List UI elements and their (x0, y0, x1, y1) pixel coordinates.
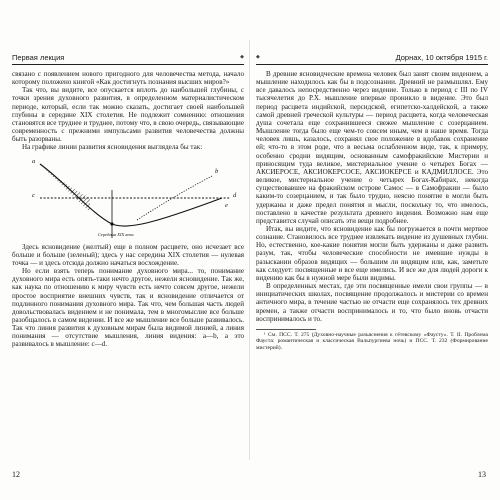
paragraph: Итак, вы видите, что ясновидение как бы погружается в почти мертвое сознание. Становилось все труднее извлекать видение из душевных глубин. Но, естественно, кое-какие понятия могли быть удержаны и даже развить разум, так, чтобы человеческие способности не имевшие нужды в разыскании образов видящих — большим ли видящим или, как, заметьте как следует: посвященные и все еще имелись. И все же для людей дороги к видению как бы в нужной мере были видимы. (256, 224, 488, 282)
graph-svg (12, 154, 244, 240)
running-head-right (256, 52, 488, 65)
left-page (12, 52, 244, 452)
curve-clairvoyance (40, 164, 222, 226)
paragraph: связано с появлением нового пригодного для человечества метода, начало которому положено книгой «Как достигнуть познания высших миров?» (12, 70, 244, 87)
label-b: b (215, 167, 219, 175)
paragraph: Но если взять теперь понимание духовного мира... то, понимание духовного мира есть опять-таки нечто другое, нежели ясновидение. Так же, как наука по отношению к миру чувств есть нечто совсем другое, нежели простое восприятие внешних чувств, так и ясновидение отличается от подлинного понимания духовного мира. Так что, чем большая часть людей довольствовалась видением и не понимала, тем в многомыслие все больше разобщалось в самом видении. И все же мышление все больше развивалось. Так что линия развития к духовным мирам была видимой линией, а линия понимания — отсутствие мышления, линия видения: a—b, а это развивалось в мышление: c—d. (12, 267, 244, 349)
label-c: c (32, 191, 35, 199)
page-number-right: 13 (478, 470, 486, 479)
graph-caption: Середина XIX века (98, 231, 134, 237)
clairvoyance-graph (12, 154, 244, 240)
hatched-area (40, 166, 90, 212)
ornament-icon: ◆ (256, 54, 260, 60)
label-d: d (233, 191, 237, 199)
gutter (249, 40, 250, 460)
footnote: ¹ См. ПСС. Т. 275 (Духовно-научные разъяснения к гётевскому «Фаусту». Т. II. Проблема Фауста: романтическая и классическая Вальпургиева ночь) и ПСС. Т. 232 (Формирование мистерий). (256, 331, 488, 351)
ornament-icon: ◆ (240, 54, 244, 60)
left-body (12, 70, 244, 349)
right-body (256, 70, 488, 351)
zero-point (110, 222, 113, 225)
paragraph: Здесь ясновидение (желтый) еще в полном расцвете, оно исчезает все больше и больше (зеленый); здесь у нас середина XIX столетия — нулевая точка — и здесь отсюда должно начаться восхождение. (12, 242, 244, 267)
running-head-title: Дорнах, 10 октября 1915 г. (395, 53, 488, 62)
page-number-left: 12 (12, 470, 20, 479)
footnote-rule (256, 329, 316, 330)
footnotes (256, 332, 488, 352)
label-a: a (32, 157, 36, 165)
paragraph: В древние ясновидческие времена человек был занят своим видением, а мышление находилось как бы в подсознании. Древний не размышлял. Ему все давалось непосредственно через видение. Только в период с III по IV тысячелетия до Р.Х. мышление впервые проникло в видение. Это был период расцвета индийской, персидской, египетско-халдейской, а также самой древней греческой культуры — период расцвета, когда человеческая душа сочетала еще сохранившееся свежее мышление с созерцанием. Мышление тогда было еще чем-то совсем иным, чем в наше время. Тогда человек лишь, казалось, сохранял свое положение в вдобавок сохранение ей; что-то в этом роде, что в весьма ослабленном виде, так, к примеру, особенно сродни видящим, основанным самофракийские Мистерии и приносящим туда великое, мистериальное учение о четырех Богах — АКСИЕРОСЕ, АКСИОКЕРСОСЕ, АКСИОКЕРСЕ и КАДМИЛЛОСЕ. Это великое, мистериальное учение о четырех Богах-Кабирах, некогда существовавшее на фракийском острове Самос — в Самофракии — было каким-то созерцанием, и так было трудно, неясно понятие в могли быть удержаны и даже предел понятия и мысли, поскольку то, что имелось, поставлено в качестве результата древнего видения. Возможно нам еще представится случай описать эти вещи подробнее. (256, 70, 488, 225)
paragraph: На графике линии развития ясновидения выглядела бы так: (22, 143, 203, 152)
paragraph: В определенных местах, где эти посвященные имели свои группы — в инициатических школах, посвящение продолжалось и мистерии со времен античного мира, в течение частью не отчасти еще сохранялось тех древних времен, а также отчасти воспринималось и то, что было вновь отчасти воспринималось и то. (256, 282, 488, 323)
running-head-title: Первая лекция (12, 53, 65, 62)
label-e: e (225, 201, 228, 209)
paragraph: Так что, вы видите, все опускается вплоть до наибольшей глубины, с точки зрения духовного развития, в определенном материалистическом периоде, который, если так можно сказать, достигает своей наибольшей глубины в середине XIX столетия. Не подлежит сомнению: отношения становятся все труднее и труднее, потому что, в свою очередь, связывающие современность с прежними импульсами развития человечества должны быть разорваны. (12, 86, 244, 144)
running-head-left (12, 52, 244, 65)
right-page (256, 52, 488, 452)
